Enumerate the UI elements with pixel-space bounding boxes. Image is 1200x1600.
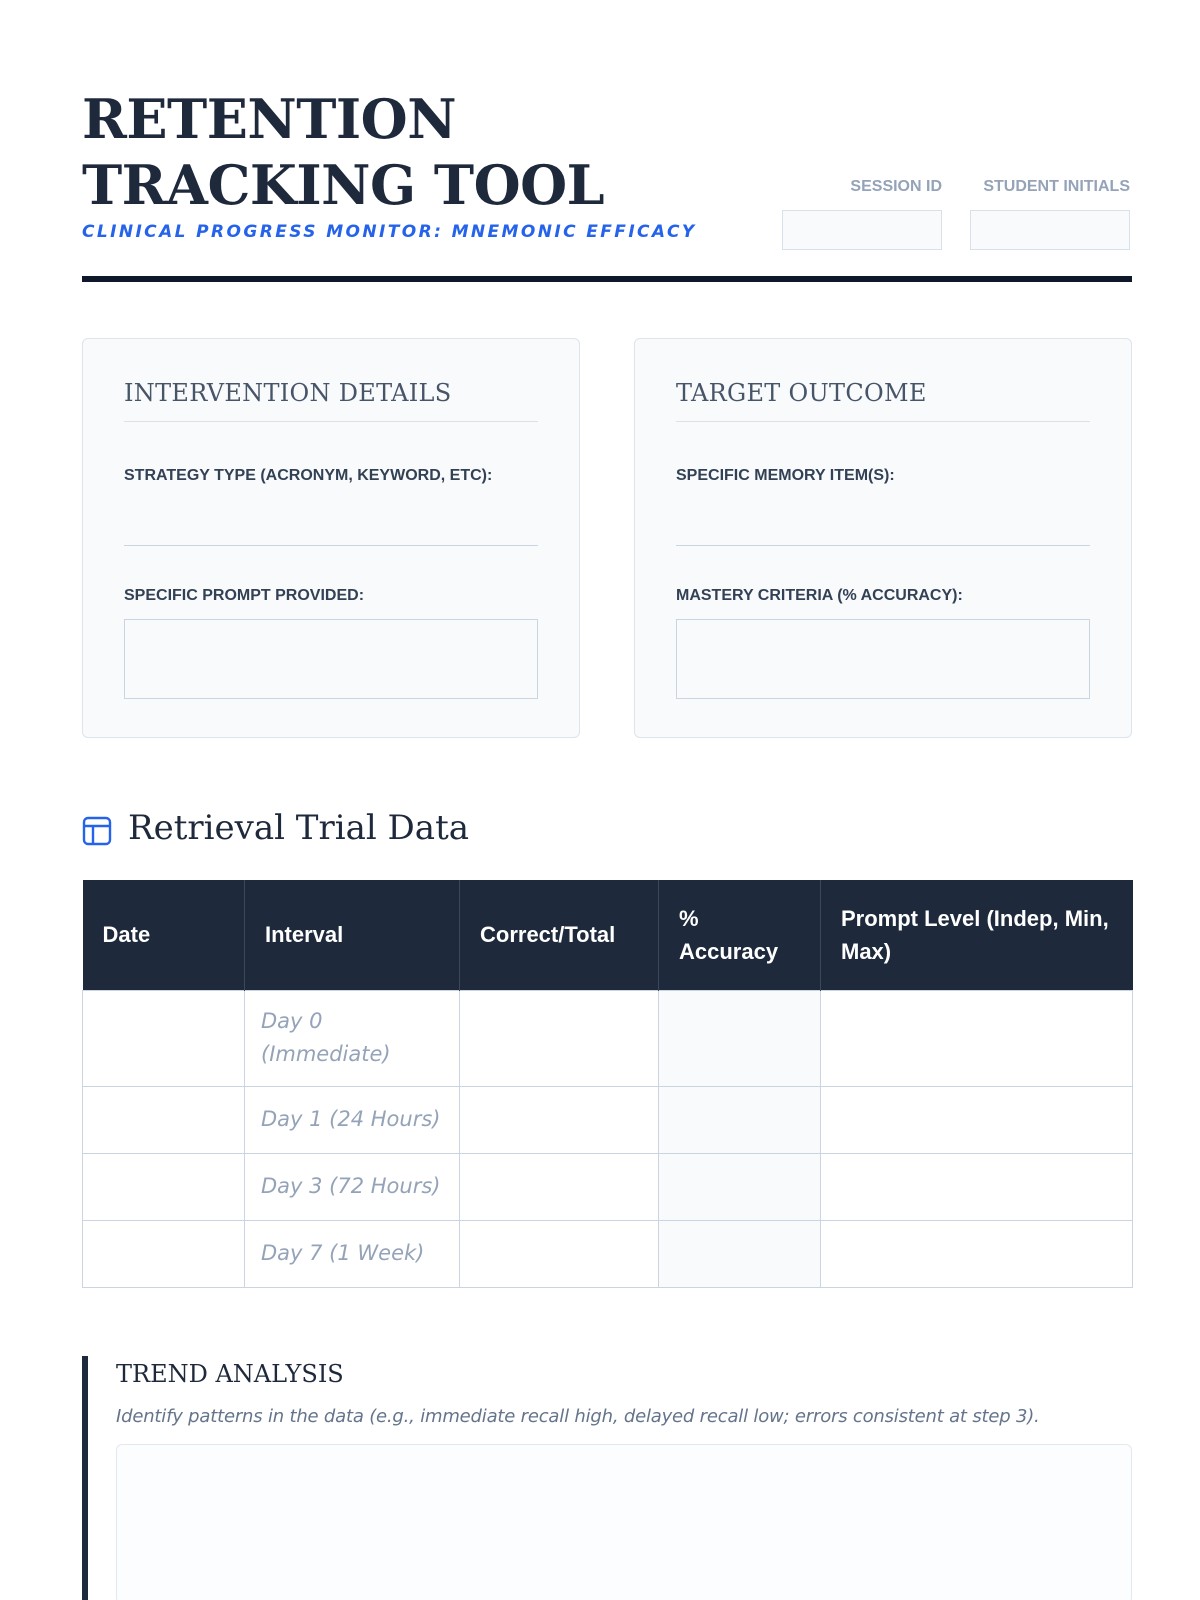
table-row [83,1153,1133,1220]
correct-total-cell[interactable] [460,990,659,1086]
trend-analysis-title: TREND ANALYSIS [116,1360,344,1388]
accuracy-cell[interactable] [659,990,821,1086]
table-row [83,990,1133,1086]
retrieval-trial-heading [82,808,682,852]
target-outcome-card [634,338,1132,738]
prompt-level-cell[interactable] [821,1086,1133,1153]
column-header-correct-total: Correct/Total [460,880,659,990]
trend-analysis-field[interactable] [116,1444,1132,1600]
prompt-level-cell[interactable] [821,1220,1133,1287]
memory-items-field[interactable] [676,545,1090,546]
page-title: RETENTION TRACKING TOOL [82,87,605,217]
intervention-details-card [82,338,580,738]
intervention-details-title: INTERVENTION DETAILS [124,379,538,422]
table-icon [82,816,112,846]
session-id-field[interactable] [782,210,942,250]
specific-prompt-label: SPECIFIC PROMPT PROVIDED: [124,587,365,604]
mastery-criteria-field[interactable] [676,619,1090,699]
table-header-row [83,880,1133,990]
table-row [83,1086,1133,1153]
date-cell[interactable] [83,990,245,1086]
column-header-accuracy: % Accuracy [659,880,821,990]
session-id-label: SESSION ID [850,178,942,195]
student-initials-group [970,178,1130,250]
mastery-criteria-label: MASTERY CRITERIA (% ACCURACY): [676,587,963,604]
table-row [83,1220,1133,1287]
session-id-group [782,178,942,250]
page-subtitle: CLINICAL PROGRESS MONITOR: MNEMONIC EFFICACY [82,222,697,242]
date-cell[interactable] [83,1153,245,1220]
column-header-interval: Interval [245,880,460,990]
trend-analysis-hint: Identify patterns in the data (e.g., immediate recall high, delayed recall low; errors consistent at step 3). [116,1406,1040,1427]
column-header-date: Date [83,880,245,990]
accuracy-cell[interactable] [659,1086,821,1153]
correct-total-cell[interactable] [460,1153,659,1220]
interval-cell: Day 1 (24 Hours) [245,1086,460,1153]
interval-cell: Day 0 (Immediate) [245,990,460,1086]
accuracy-cell[interactable] [659,1153,821,1220]
trend-accent-bar [82,1356,88,1600]
interval-cell: Day 3 (72 Hours) [245,1153,460,1220]
date-cell[interactable] [83,1220,245,1287]
target-outcome-title: TARGET OUTCOME [676,379,1090,422]
accuracy-cell[interactable] [659,1220,821,1287]
memory-items-label: SPECIFIC MEMORY ITEM(S): [676,467,895,484]
correct-total-cell[interactable] [460,1086,659,1153]
specific-prompt-field[interactable] [124,619,538,699]
strategy-type-label: STRATEGY TYPE (ACRONYM, KEYWORD, ETC): [124,467,493,484]
header [82,86,1132,282]
date-cell[interactable] [83,1086,245,1153]
interval-cell: Day 7 (1 Week) [245,1220,460,1287]
correct-total-cell[interactable] [460,1220,659,1287]
header-divider [82,276,1132,282]
strategy-type-field[interactable] [124,545,538,546]
prompt-level-cell[interactable] [821,1153,1133,1220]
retrieval-trial-table [82,880,1133,1288]
trend-analysis-section [82,1356,1132,1600]
section-title: Retrieval Trial Data [128,808,470,848]
prompt-level-cell[interactable] [821,990,1133,1086]
student-initials-field[interactable] [970,210,1130,250]
column-header-prompt-level: Prompt Level (Indep, Min, Max) [821,880,1133,990]
student-initials-label: STUDENT INITIALS [983,178,1130,195]
